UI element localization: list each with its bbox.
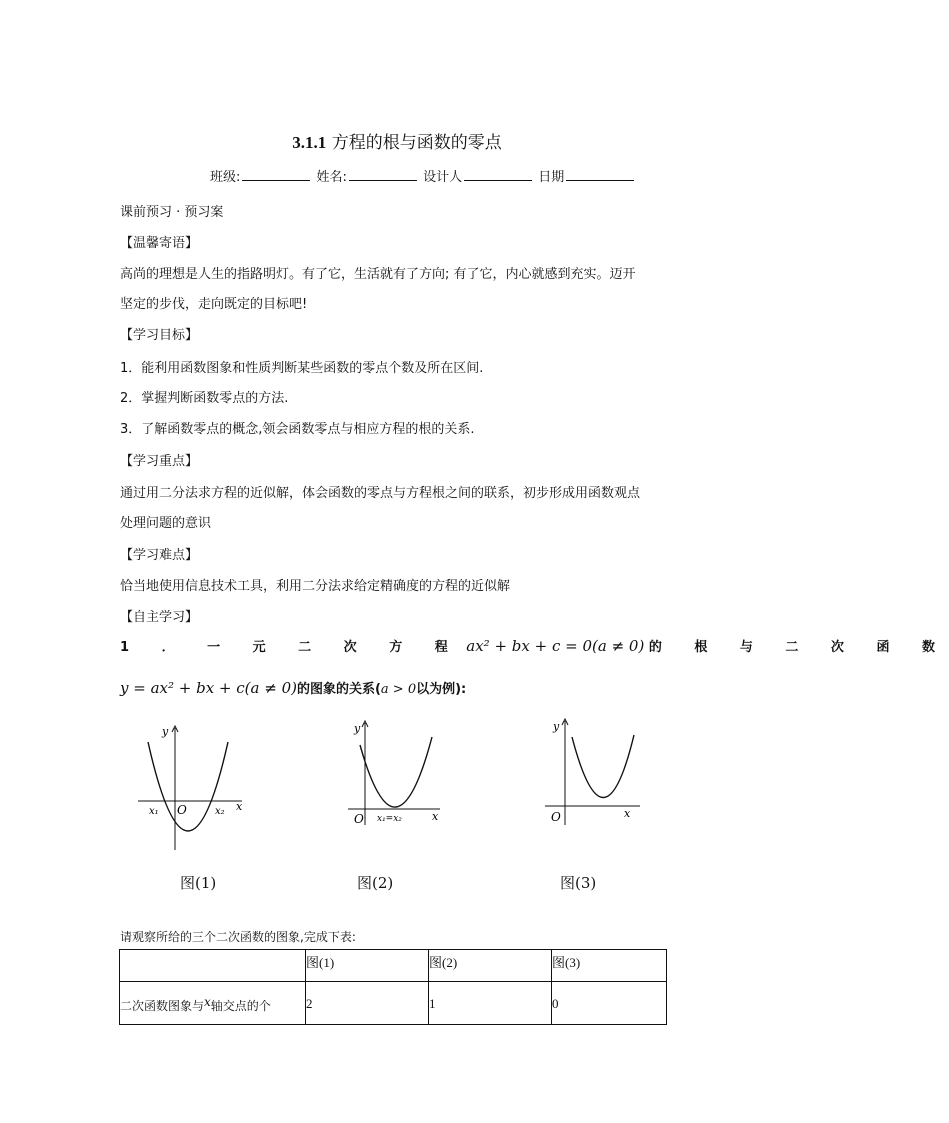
- table-row-label: [120, 982, 306, 1025]
- origin-label: O: [551, 810, 561, 824]
- root-label-1: x₁: [149, 806, 159, 817]
- header-fields: [210, 166, 636, 185]
- table-header-cell: 图(3): [552, 950, 667, 982]
- designer-blank[interactable]: [464, 168, 532, 181]
- key-points-heading: 【学习重点】: [120, 454, 199, 469]
- difficulties-text: 恰当地使用信息技术工具，利用二分法求给定精确度的方程的近似解: [120, 579, 511, 594]
- y-label: y: [354, 722, 361, 735]
- table-cell[interactable]: 1: [429, 982, 552, 1025]
- q1-tail2: 以为例):: [416, 682, 467, 697]
- q1-condition: a > 0: [380, 682, 417, 697]
- key-points-line1: 通过用二分法求方程的近似解，体会函数的零点与方程根之间的联系，初步形成用函数观点: [120, 486, 641, 501]
- page-title: [0, 128, 794, 153]
- table-intro: 请观察所给的三个二次函数的图象,完成下表:: [120, 930, 356, 944]
- figure-3-graph: [540, 713, 650, 828]
- row-label-part: 二次函数图象与: [120, 998, 205, 1013]
- q1-mid: 的 根 与 二 次 函 数: [648, 640, 949, 655]
- key-points-line2: 处理问题的意识: [120, 516, 212, 531]
- table-cell[interactable]: 2: [306, 982, 429, 1025]
- row-label-part: 轴交点的个: [210, 998, 271, 1013]
- name-blank[interactable]: [349, 168, 417, 181]
- title-text: 方程的根与函数的零点: [331, 133, 502, 153]
- parabola-curve: [360, 737, 432, 807]
- x-label: x: [624, 807, 631, 820]
- goal-item: 2．掌握判断函数零点的方法.: [120, 391, 289, 406]
- figure-1-graph: [130, 720, 260, 855]
- table-header-cell: [120, 950, 306, 982]
- figure-2-caption: 图(2): [357, 874, 394, 892]
- q1-prefix: 1 ． 一 元 二 次 方 程: [120, 640, 462, 655]
- y-label: y: [162, 725, 169, 738]
- warm-words-heading: 【温馨寄语】: [120, 236, 199, 251]
- table-header-row: [120, 950, 667, 982]
- goal-item: 3．了解函数零点的概念,领会函数零点与相应方程的根的关系.: [120, 422, 475, 437]
- date-label: 日期: [538, 170, 565, 185]
- q1-function: y = ax² + bx + c(a ≠ 0): [120, 679, 297, 697]
- parabola-curve: [148, 742, 228, 831]
- warm-words-line2: 坚定的步伐，走向既定的目标吧!: [120, 297, 308, 312]
- double-root-label: x₁=x₂: [377, 814, 402, 824]
- q1-tail1: 的图象的关系(: [296, 682, 381, 697]
- root-label-2: x₂: [215, 806, 225, 817]
- difficulties-heading: 【学习难点】: [120, 548, 199, 563]
- x-label: x: [432, 810, 439, 823]
- figure-3-caption: 图(3): [560, 874, 597, 892]
- goals-heading: 【学习目标】: [120, 328, 199, 343]
- goal-item: 1．能利用函数图象和性质判断某些函数的零点个数及所在区间.: [120, 361, 484, 376]
- class-label: 班级:: [210, 170, 241, 185]
- section-label: 课前预习 · 预习案: [120, 205, 224, 220]
- table-header-cell: 图(1): [306, 950, 429, 982]
- designer-label: 设计人: [423, 170, 463, 185]
- self-study-heading: 【自主学习】: [120, 610, 199, 625]
- origin-label: O: [177, 803, 187, 817]
- class-blank[interactable]: [242, 168, 310, 181]
- warm-words-line1: 高尚的理想是人生的指路明灯。有了它，生活就有了方向; 有了它，内心就感到充实。迈开: [120, 267, 636, 282]
- q1-equation: ax² + bx + c = 0(a ≠ 0): [466, 637, 645, 655]
- figure-1-caption: 图(1): [180, 874, 217, 892]
- question-1-line1: [120, 636, 949, 655]
- date-blank[interactable]: [566, 168, 634, 181]
- y-label: y: [553, 720, 560, 733]
- table-row: [120, 982, 667, 1025]
- origin-label: O: [354, 812, 364, 826]
- question-1-line2: [120, 678, 466, 697]
- parabola-curve: [572, 735, 634, 798]
- title-number: 3.1.1: [292, 133, 327, 152]
- table-header-cell: 图(2): [429, 950, 552, 982]
- table-cell[interactable]: 0: [552, 982, 667, 1025]
- row-label-x: x: [204, 994, 211, 1009]
- name-label: 姓名:: [316, 170, 347, 185]
- zero-count-table: [119, 949, 667, 1025]
- x-label: x: [236, 800, 243, 813]
- figure-2-graph: [340, 715, 450, 830]
